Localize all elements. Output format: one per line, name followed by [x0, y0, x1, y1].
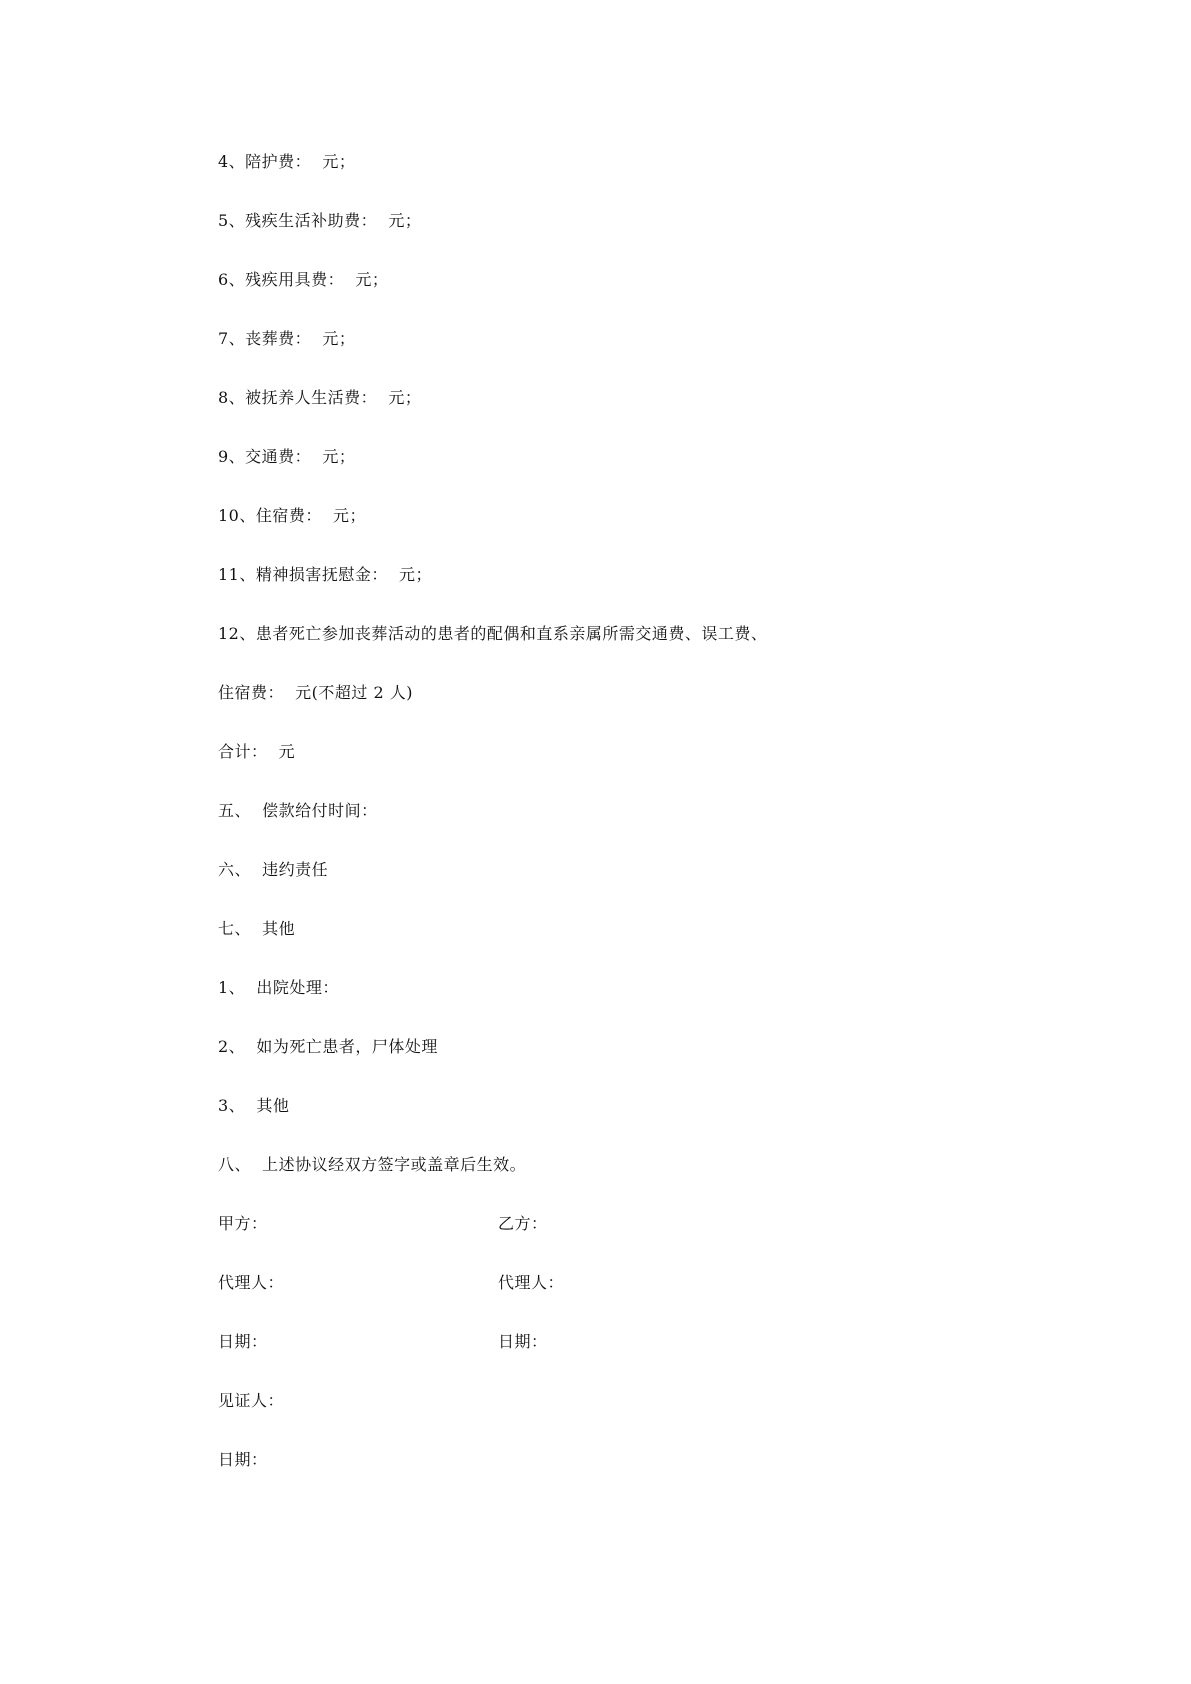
- item-accommodation-fee: 10、住宿费： 元；: [218, 506, 367, 525]
- item-relatives-accommodation: 住宿费： 元(不超过 2 人): [218, 683, 414, 702]
- date-a-label: 日期：: [218, 1332, 268, 1351]
- section-payment-time: 五、 偿款给付时间：: [218, 801, 378, 820]
- date-b-label: 日期：: [498, 1332, 548, 1351]
- item-mental-damages: 11、精神损害抚慰金： 元；: [218, 565, 433, 584]
- witness-label: 见证人：: [218, 1391, 285, 1410]
- party-b-label: 乙方：: [498, 1214, 548, 1233]
- total-line: 合计： 元: [218, 742, 296, 761]
- agent-a-label: 代理人：: [218, 1273, 285, 1292]
- other-misc: 3、 其他: [218, 1096, 290, 1115]
- item-transport-fee: 9、交通费： 元；: [218, 447, 356, 466]
- section-effective: 八、 上述协议经双方签字或盖章后生效。: [218, 1155, 527, 1174]
- item-relatives-costs: 12、患者死亡参加丧葬活动的患者的配偶和直系亲属所需交通费、误工费、: [218, 624, 768, 643]
- section-other: 七、 其他: [218, 919, 296, 938]
- section-breach-liability: 六、 违约责任: [218, 860, 329, 879]
- item-dependent-living-fee: 8、被抚养人生活费： 元；: [218, 388, 422, 407]
- party-a-label: 甲方：: [218, 1214, 268, 1233]
- item-disability-allowance: 5、残疾生活补助费： 元；: [218, 211, 422, 230]
- other-body-handling: 2、 如为死亡患者，尸体处理: [218, 1037, 438, 1056]
- agent-b-label: 代理人：: [498, 1273, 565, 1292]
- item-disability-equipment: 6、残疾用具费： 元；: [218, 270, 389, 289]
- item-funeral-fee: 7、丧葬费： 元；: [218, 329, 356, 348]
- witness-date-label: 日期：: [218, 1450, 268, 1469]
- item-escort-fee: 4、陪护费： 元；: [218, 152, 356, 171]
- other-discharge: 1、 出院处理：: [218, 978, 339, 997]
